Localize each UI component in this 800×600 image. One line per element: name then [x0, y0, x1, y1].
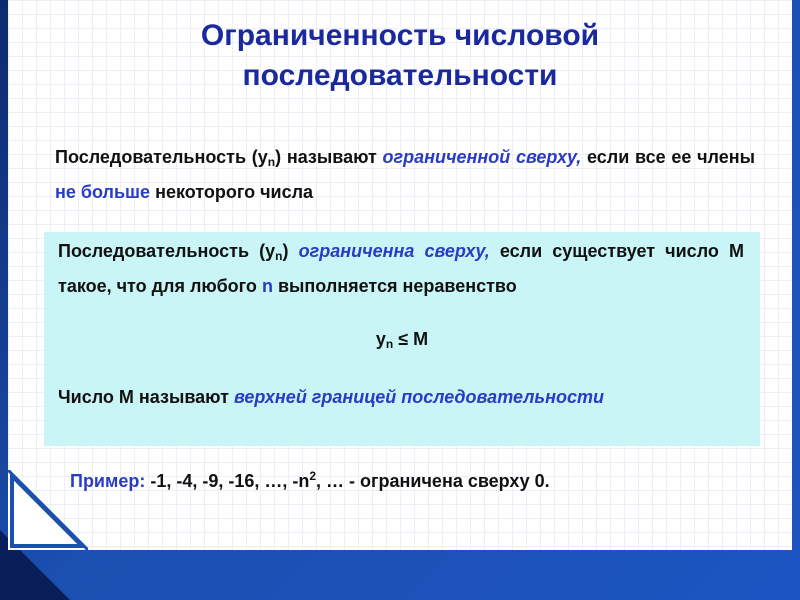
title-line-1: Ограниченность числовой: [200, 19, 600, 52]
def-subscript: n: [267, 155, 276, 169]
box-text-4: Число M называют: [58, 387, 229, 407]
def-text-1: Последовательность: [55, 147, 247, 167]
box-term-upper-bound: верхней границей последовательности: [233, 387, 604, 407]
ineq-rest: ≤ M: [393, 329, 429, 349]
example-line: [70, 462, 550, 495]
box-text-3: выполняется неравенство: [277, 276, 517, 296]
def-sequence-symbol: [252, 147, 281, 167]
def-text-4: некоторого числа: [155, 182, 314, 202]
box-paragraph-2: [58, 382, 744, 412]
ineq-subscript: n: [385, 337, 394, 351]
box-close-paren: ): [282, 241, 289, 261]
box-n: n: [261, 276, 273, 296]
definition-box: [44, 232, 760, 446]
def-term-bounded-above: ограниченной сверху,: [382, 147, 582, 167]
def-term-not-greater: не больше: [55, 182, 151, 202]
box-y: (y: [259, 241, 276, 261]
box-term-bounded-above: ограниченна сверху,: [298, 241, 490, 261]
box-paragraph-1: [58, 236, 744, 301]
box-text-1: Последовательность: [58, 241, 250, 261]
box-subscript: n: [275, 249, 283, 263]
definition-paragraph: [55, 142, 755, 207]
def-text-2: называют: [286, 147, 377, 167]
def-close-paren: ): [275, 147, 282, 167]
def-text-3: если все ее члены: [587, 147, 755, 167]
box-sequence-symbol: [259, 241, 288, 261]
box-text-2: если существует число M такое, что для любого: [58, 241, 744, 296]
slide-title: [80, 16, 720, 96]
example-label: Пример:: [70, 471, 146, 491]
inequality: [44, 324, 760, 359]
title-line-2: последовательности: [242, 59, 558, 92]
example-text-2: , … - ограничена сверху 0.: [316, 471, 550, 491]
example-text-1: -1, -4, -9, -16, …, -n: [145, 471, 310, 491]
ineq-y: y: [375, 329, 386, 349]
def-y: (y: [251, 147, 268, 167]
example-superscript: 2: [309, 469, 317, 483]
